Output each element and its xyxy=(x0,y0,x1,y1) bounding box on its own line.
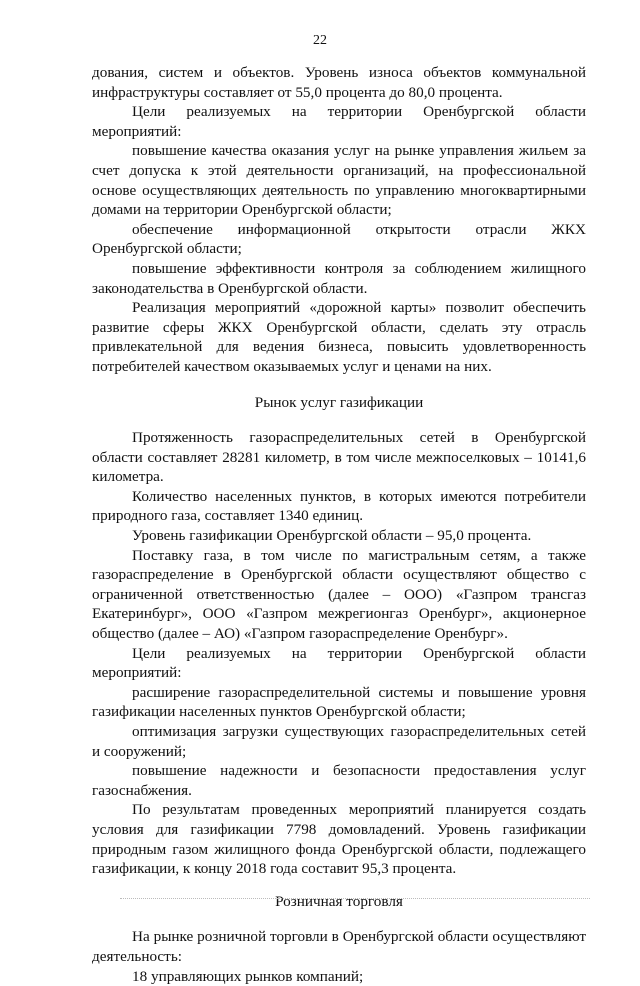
list-item: повышение качества оказания услуг на рынке управления жильем за счет допуска к этой деятельности организаций, на профессиональной основе осуществляющих деятельность по управлению многоквартирными домами на территории Оренбургской области; xyxy=(92,142,586,219)
section-heading-retail: Розничная торговля xyxy=(275,892,403,910)
paragraph: Количество населенных пунктов, в которых имеются потребители природного газа, составляет 1340 единиц. xyxy=(92,487,586,525)
scan-artifact xyxy=(120,898,590,901)
list-item: 18 управляющих рынков компаний; xyxy=(132,967,364,985)
paragraph: Протяженность газораспределительных сетей в Оренбургской области составляет 28281 километр, в том числе межпоселковых – 10141,6 километра. xyxy=(92,429,586,486)
paragraph: Поставку газа, в том числе по магистральным сетям, а также газораспределение в Оренбургской области осуществляют общество с ограниченной ответственностью (далее – ООО) «Газпром трансгаз Екатеринбург», ООО «Газпром межрегионгаз Оренбург», акционерное общество (далее – АО) «Газпром газораспределение Оренбург». xyxy=(92,546,586,643)
paragraph: На рынке розничной торговли в Оренбургской области осуществляют деятельность: xyxy=(92,928,586,965)
paragraph: Уровень газификации Оренбургской области – 95,0 процента. xyxy=(132,527,532,545)
paragraph: дования, систем и объектов. Уровень износа объектов коммунальной инфраструктуры составляет от 55,0 процента до 80,0 процента. xyxy=(92,64,586,101)
paragraph: Цели реализуемых на территории Оренбургской области мероприятий: xyxy=(92,103,586,140)
page-body xyxy=(92,63,586,986)
list-item: оптимизация загрузки существующих газораспределительных сетей и сооружений; xyxy=(92,723,586,760)
paragraph: Реализация мероприятий «дорожной карты» позволит обеспечить развитие сферы ЖКХ Оренбургской области, сделать эту отрасль привлекательной для ведения бизнеса, повысить удовлетворенность потребителей качеством оказываемых услуг и ценами на них. xyxy=(92,299,586,375)
list-item: расширение газораспределительной системы и повышение уровня газификации населенных пунктов Оренбургской области; xyxy=(92,683,586,721)
list-item: повышение эффективности контроля за соблюдением жилищного законодательства в Оренбургской области. xyxy=(92,259,586,297)
list-item: повышение надежности и безопасности предоставления услуг газоснабжения. xyxy=(92,762,586,799)
paragraph: По результатам проведенных мероприятий планируется создать условия для газификации 7798 домовладений. Уровень газификации природным газом жилищного фонда Оренбургской области, подлежащего газификации, к концу 2018 года составит 95,3 процента. xyxy=(92,801,586,878)
list-item: обеспечение информационной открытости отрасли ЖКХ Оренбургской области; xyxy=(92,220,586,258)
paragraph: Цели реализуемых на территории Оренбургской области мероприятий: xyxy=(92,644,586,682)
section-heading-gasification: Рынок услуг газификации xyxy=(254,393,424,411)
page-number: 22 xyxy=(313,33,327,48)
